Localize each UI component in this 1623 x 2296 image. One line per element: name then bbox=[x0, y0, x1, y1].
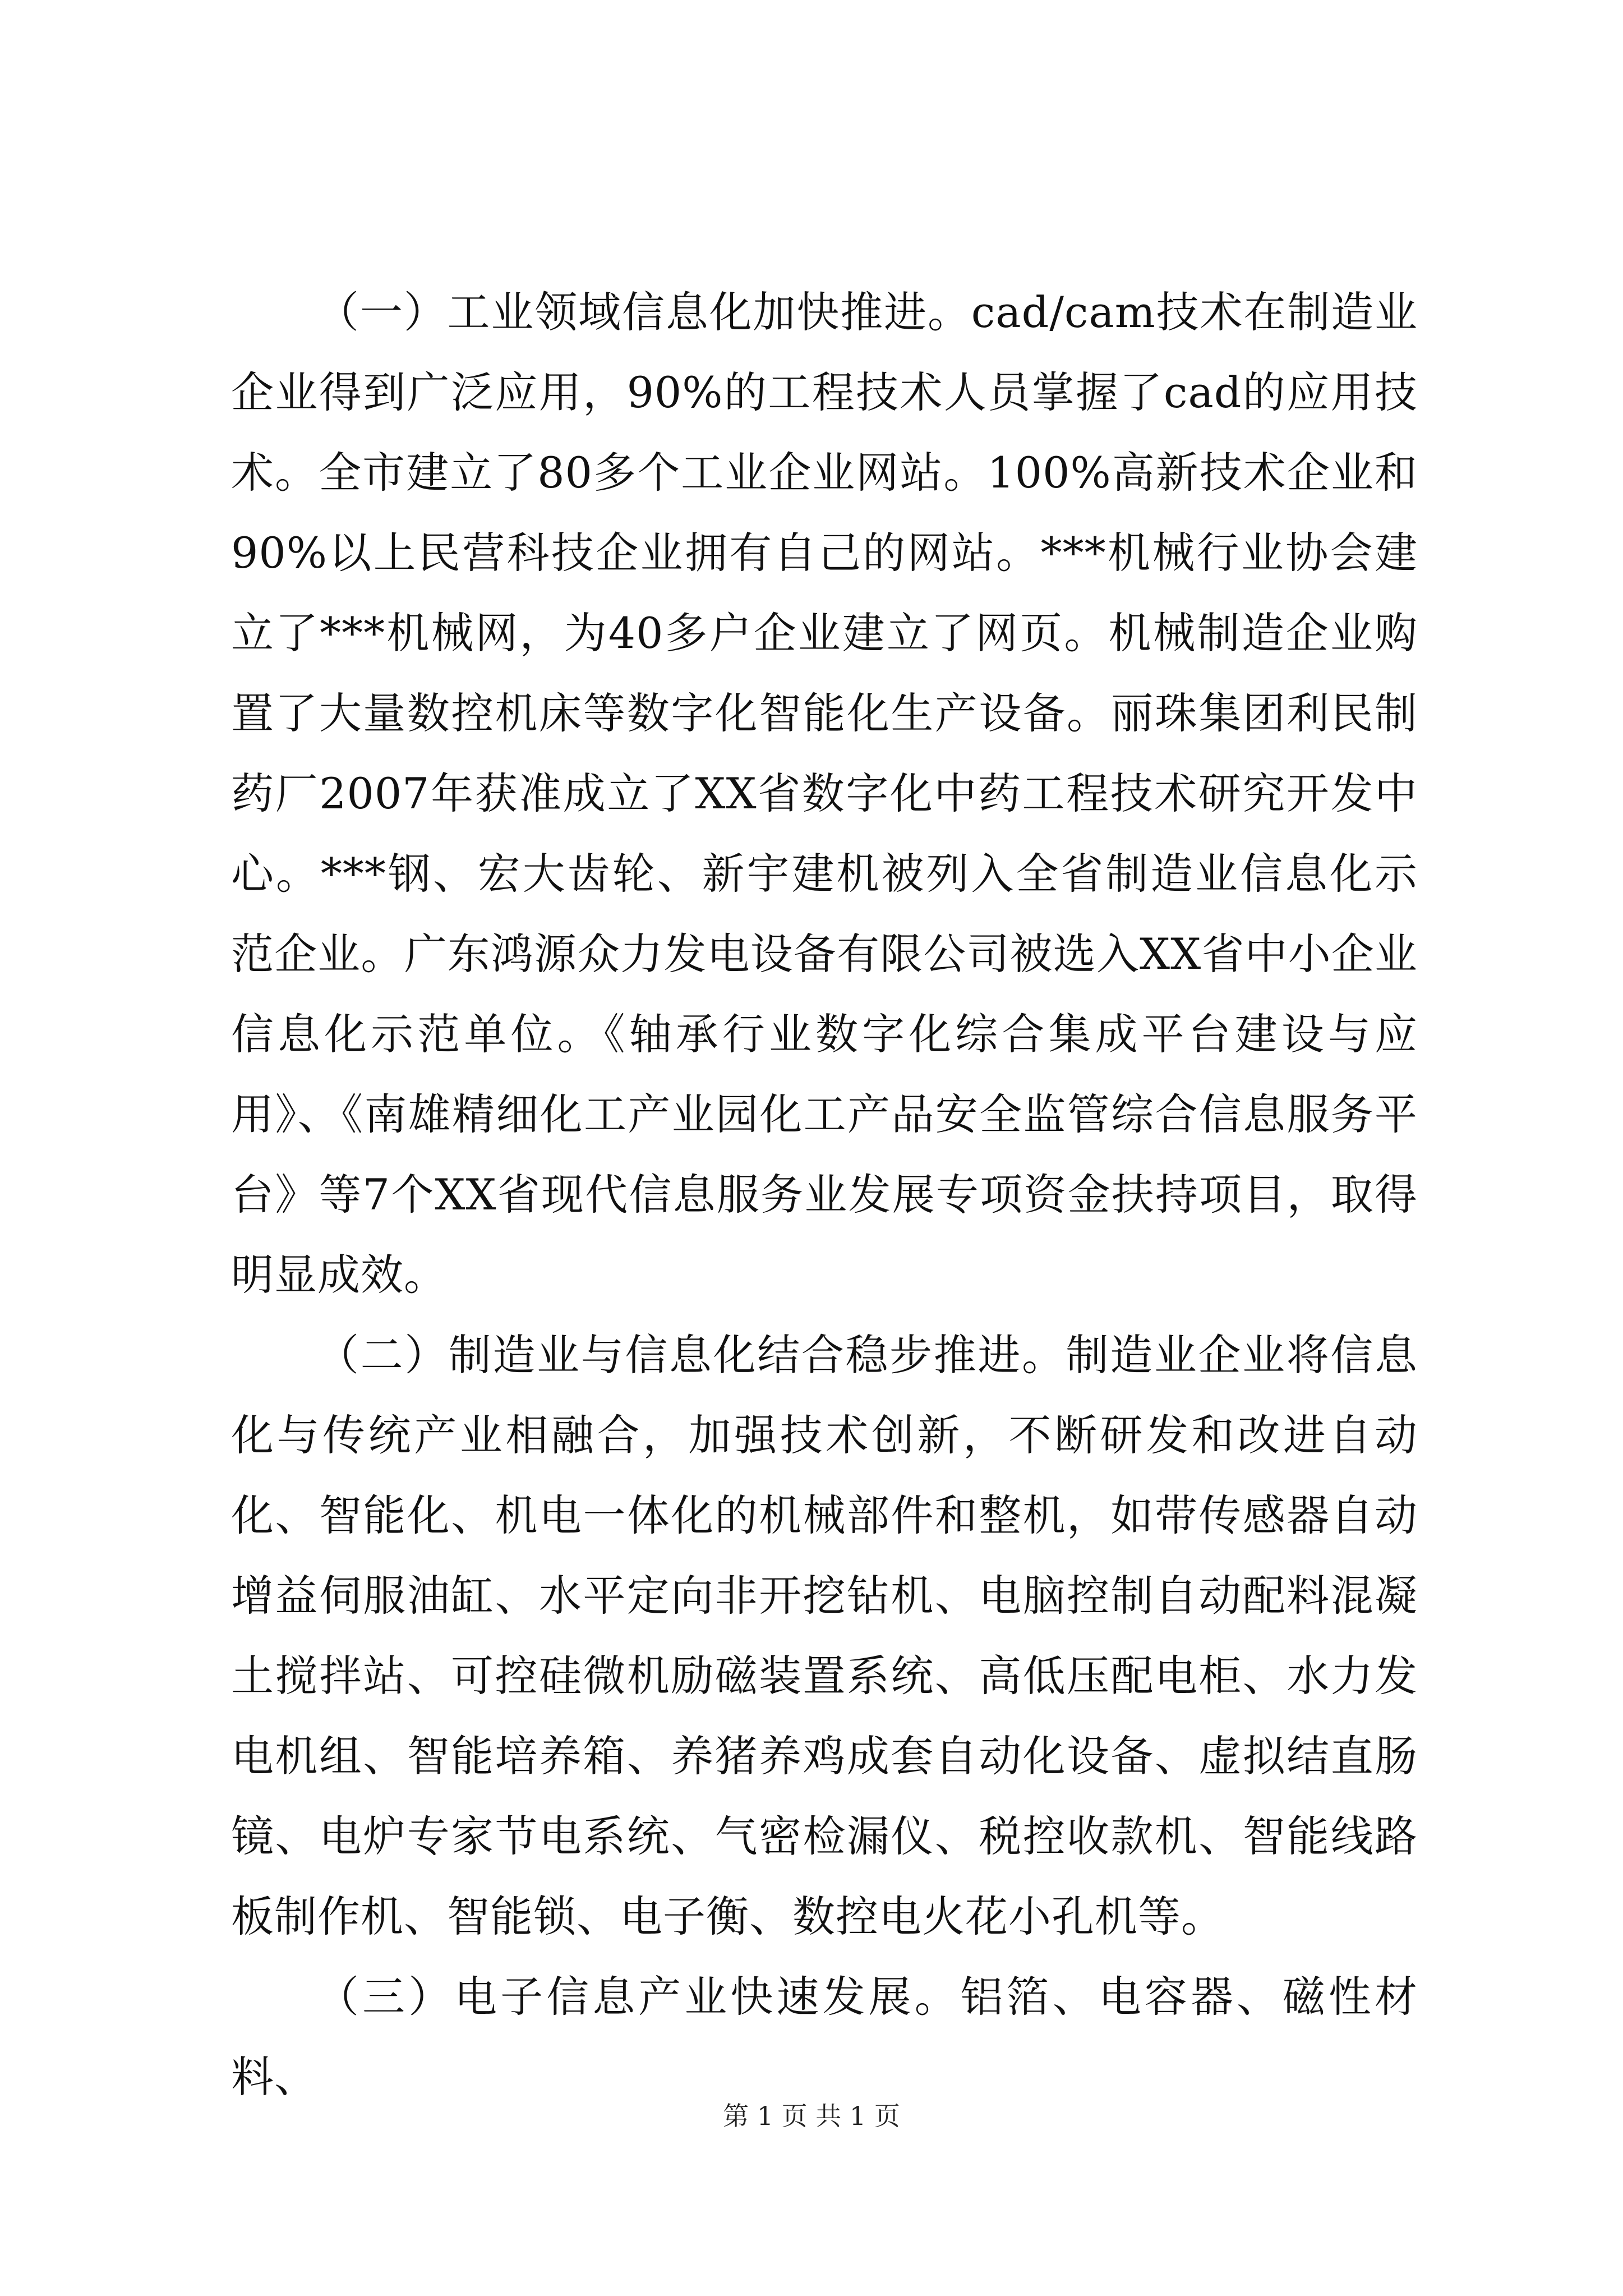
page-footer: 第 1 页 共 1 页 bbox=[723, 2101, 900, 2131]
paragraph-industrial-informatization: （一）工业领域信息化加快推进。cad/cam技术在制造业企业得到广泛应用，90%的工程技术人员掌握了cad的应用技术。全市建立了80多个工业企业网站。100%高新技术企业和90%以上民营科技企业拥有自己的网站。***机械行业协会建立了***机械网，为40多户企业建立了网页。机械制造企业购置了大量数控机床等数字化智能化生产设备。丽珠集团利民制药厂2007年获准成立了XX省数字化中药工程技术研究开发中心。***钢、宏大齿轮、新宇建机被列入全省制造业信息化示范企业。广东鸿源众力发电设备有限公司被选入XX省中小企业信息化示范单位。《轴承行业数字化综合集成平台建设与应用》、《南雄精细化工产业园化工产品安全监管综合信息服务平台》等7个XX省现代信息服务业发展专项资金扶持项目，取得明显成效。 bbox=[231, 287, 1418, 1300]
document-body bbox=[231, 272, 1418, 2117]
paragraph-manufacturing-integration: （二）制造业与信息化结合稳步推进。制造业企业将信息化与传统产业相融合，加强技术创新，不断研发和改进自动化、智能化、机电一体化的机械部件和整机，如带传感器自动增益伺服油缸、水平定向非开挖钻机、电脑控制自动配料混凝土搅拌站、可控硅微机励磁装置系统、高低压配电柜、水力发电机组、智能培养箱、养猪养鸡成套自动化设备、虚拟结直肠镜、电炉专家节电系统、气密检漏仪、税控收款机、智能线路板制作机、智能锁、电子衡、数控电火花小孔机等。 bbox=[231, 1330, 1418, 1941]
paragraph-electronic-industry: （三）电子信息产业快速发展。铝箔、电容器、磁性材料、 bbox=[231, 1972, 1418, 2102]
